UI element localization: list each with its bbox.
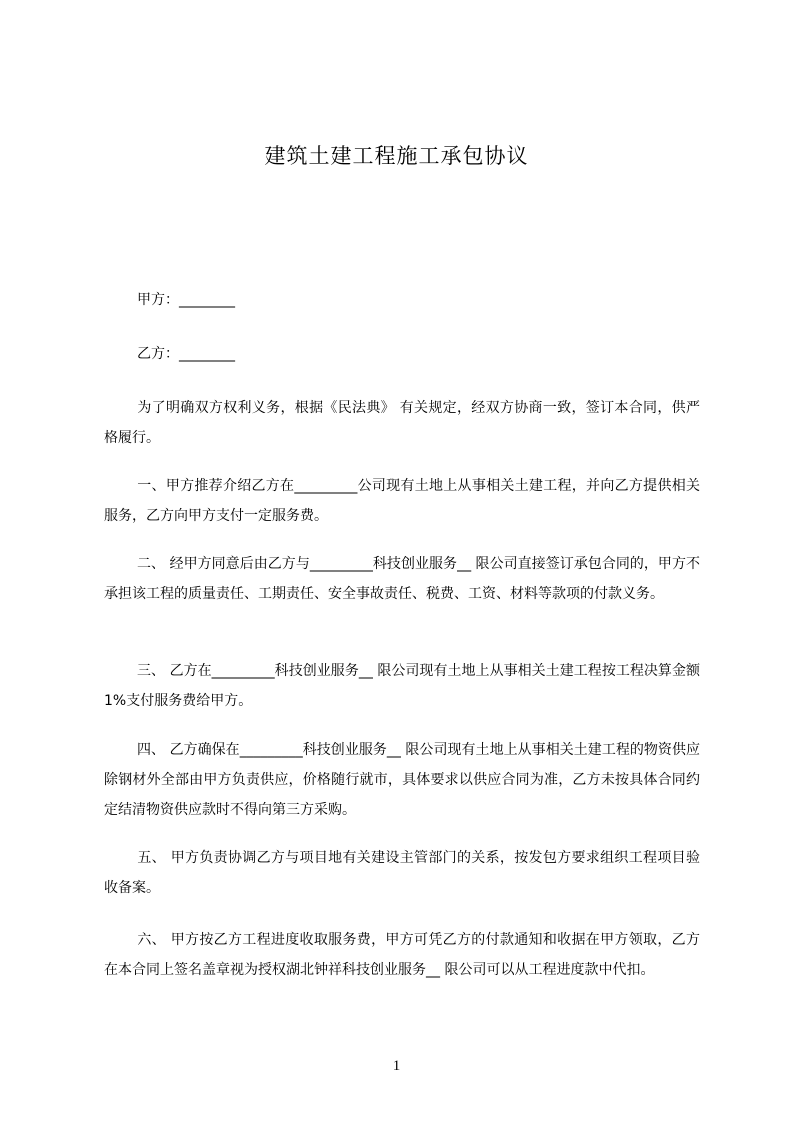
clause-6 (104, 925, 700, 985)
clause-text: 六、 甲方按乙方工程进度收取服务费，甲方可凭乙方的付款通知和收据在甲方领取，乙方在本合同上签名盖章视为授权湖北钟祥科技创业服务__ 限公司可以从工程进度款中代扣。 (104, 932, 700, 978)
document-title: 建筑土建工程施工承包协议 (264, 144, 529, 168)
page-number: 1 (392, 1058, 401, 1074)
clause-3 (104, 656, 700, 716)
party-a-field: 甲方：________ (137, 292, 235, 308)
clause-5 (104, 843, 700, 903)
clause-2 (104, 549, 700, 609)
clause-text: 四、 乙方确保在_________科技创业服务__ 限公司现有土地上从事相关土建工程的物资供应除钢材外全部由甲方负责供应，价格随行就市，具体要求以供应合同为准，乙方未按具体合同约定结清物资供应款时不得向第三方采购。 (104, 742, 700, 818)
party-b-field: 乙方：________ (137, 346, 235, 362)
preamble-paragraph (104, 393, 700, 453)
clause-text: 一、甲方推荐介绍乙方在_________公司现有土地上从事相关土建工程，并向乙方提供相关服务，乙方向甲方支付一定服务费。 (104, 478, 700, 524)
preamble-text: 为了明确双方权利义务，根据《民法典》 有关规定，经双方协商一致，签订本合同，供严格履行。 (104, 400, 700, 446)
clause-1 (104, 471, 700, 531)
clause-4 (104, 735, 700, 825)
clause-text: 三、 乙方在_________科技创业服务__ 限公司现有土地上从事相关土建工程按工程决算金额 1%支付服务费给甲方。 (104, 663, 700, 709)
clause-text: 五、 甲方负责协调乙方与项目地有关建设主管部门的关系，按发包方要求组织工程项目验收备案。 (104, 850, 700, 896)
clause-text: 二、 经甲方同意后由乙方与_________科技创业服务__ 限公司直接签订承包合同的，甲方不承担该工程的质量责任、工期责任、安全事故责任、税费、工资、材料等款项的付款义务。 (104, 556, 700, 602)
